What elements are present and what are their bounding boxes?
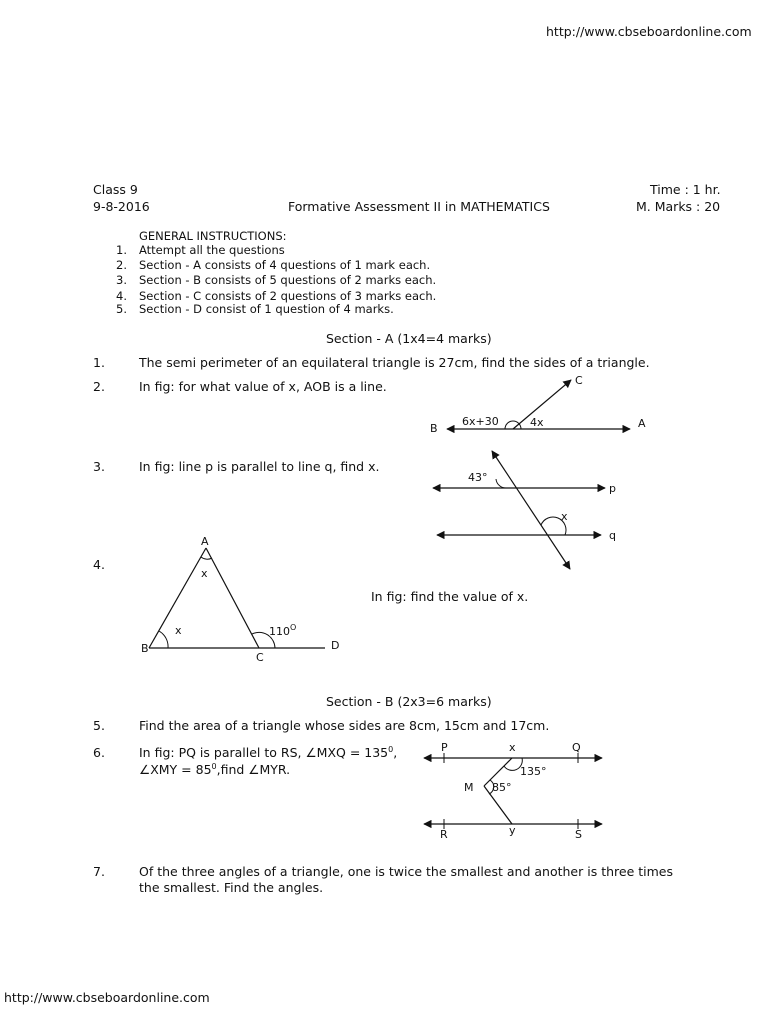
fig2-angle-left: 6x+30 — [462, 415, 499, 428]
question-number: 7. — [93, 864, 105, 879]
fig6-angle-85: 85° — [492, 781, 512, 794]
marks-label: M. Marks : 20 — [636, 199, 721, 214]
figure-q2 — [425, 370, 655, 440]
figure-q6 — [420, 740, 610, 845]
section-a-heading: Section - A (1x4=4 marks) — [326, 331, 492, 346]
fig6-angle-135: 135° — [520, 765, 547, 778]
question-number: 4. — [93, 557, 105, 572]
instruction-text: Section - D consist of 1 question of 4 marks. — [139, 302, 394, 316]
fig6-label-r: R — [440, 828, 448, 841]
fig3-angle-x: x — [561, 510, 568, 523]
fig3-label-q: q — [609, 529, 616, 542]
fig2-label-a: A — [638, 417, 646, 430]
question-text: Of the three angles of a triangle, one is twice the smallest and another is three times — [139, 864, 673, 879]
question-number: 3. — [93, 459, 105, 474]
question-text: the smallest. Find the angles. — [139, 880, 324, 895]
question-text: The semi perimeter of an equilateral triangle is 27cm, find the sides of a triangle. — [139, 355, 650, 370]
question-number: 5. — [93, 718, 105, 733]
question-text: In fig: line p is parallel to line q, find x. — [139, 459, 380, 474]
section-b-heading: Section - B (2x3=6 marks) — [326, 694, 492, 709]
time-label: Time : 1 hr. — [650, 182, 721, 197]
question-text: In fig: PQ is parallel to RS, ∠MXQ = $135^0$, — [139, 745, 398, 761]
date-label: 9-8-2016 — [93, 199, 150, 214]
fig4-label-b: B — [141, 642, 149, 655]
fig4-angle-x-top: x — [201, 567, 208, 580]
header-url: http://www.cbseboardonline.com — [546, 24, 752, 39]
instruction-num: 5. — [116, 302, 127, 316]
fig4-label-a: A — [201, 535, 209, 548]
instructions-heading: GENERAL INSTRUCTIONS: — [139, 229, 287, 243]
question-number: 1. — [93, 355, 105, 370]
fig2-label-c: C — [575, 374, 583, 387]
figure-q3 — [425, 445, 625, 575]
instruction-num: 4. — [116, 289, 127, 303]
fig4-angle-x-left: x — [175, 624, 182, 637]
instruction-num: 2. — [116, 258, 127, 272]
fig4-label-c: C — [256, 651, 264, 664]
figure-q4 — [135, 530, 350, 665]
question-text: In fig: for what value of x, AOB is a line. — [139, 379, 387, 394]
instruction-text: Section - B consists of 5 questions of 2 marks each. — [139, 273, 437, 287]
question-text: In fig: find the value of x. — [371, 589, 529, 604]
fig6-label-m: M — [464, 781, 474, 794]
instruction-text: Section - A consists of 4 questions of 1 mark each. — [139, 258, 431, 272]
fig6-label-s: S — [575, 828, 582, 841]
fig2-label-b: B — [430, 422, 438, 435]
fig4-label-d: D — [331, 639, 340, 652]
question-text: ∠XMY = $85^0,find$ ∠MYR. — [139, 762, 291, 778]
fig3-angle-43: 43° — [468, 471, 488, 484]
fig2-angle-right: 4x — [530, 416, 544, 429]
fig6-label-x: x — [509, 741, 516, 754]
class-label: Class 9 — [93, 182, 138, 197]
question-number: 6. — [93, 745, 105, 760]
fig6-label-p: P — [441, 741, 448, 754]
fig3-label-p: p — [609, 482, 616, 495]
footer-url: http://www.cbseboardonline.com — [4, 990, 210, 1005]
question-text: Find the area of a triangle whose sides are 8cm, 15cm and 17cm. — [139, 718, 550, 733]
fig6-label-q: Q — [572, 741, 581, 754]
page-title: Formative Assessment II in MATHEMATICS — [288, 199, 550, 214]
question-number: 2. — [93, 379, 105, 394]
fig4-exterior-angle: $110^O$ — [269, 623, 297, 638]
instruction-num: 1. — [116, 243, 127, 257]
instruction-text: Attempt all the questions — [139, 243, 285, 257]
instruction-text: Section - C consists of 2 questions of 3 marks each. — [139, 289, 437, 303]
instruction-num: 3. — [116, 273, 127, 287]
fig6-label-y: y — [509, 824, 516, 837]
